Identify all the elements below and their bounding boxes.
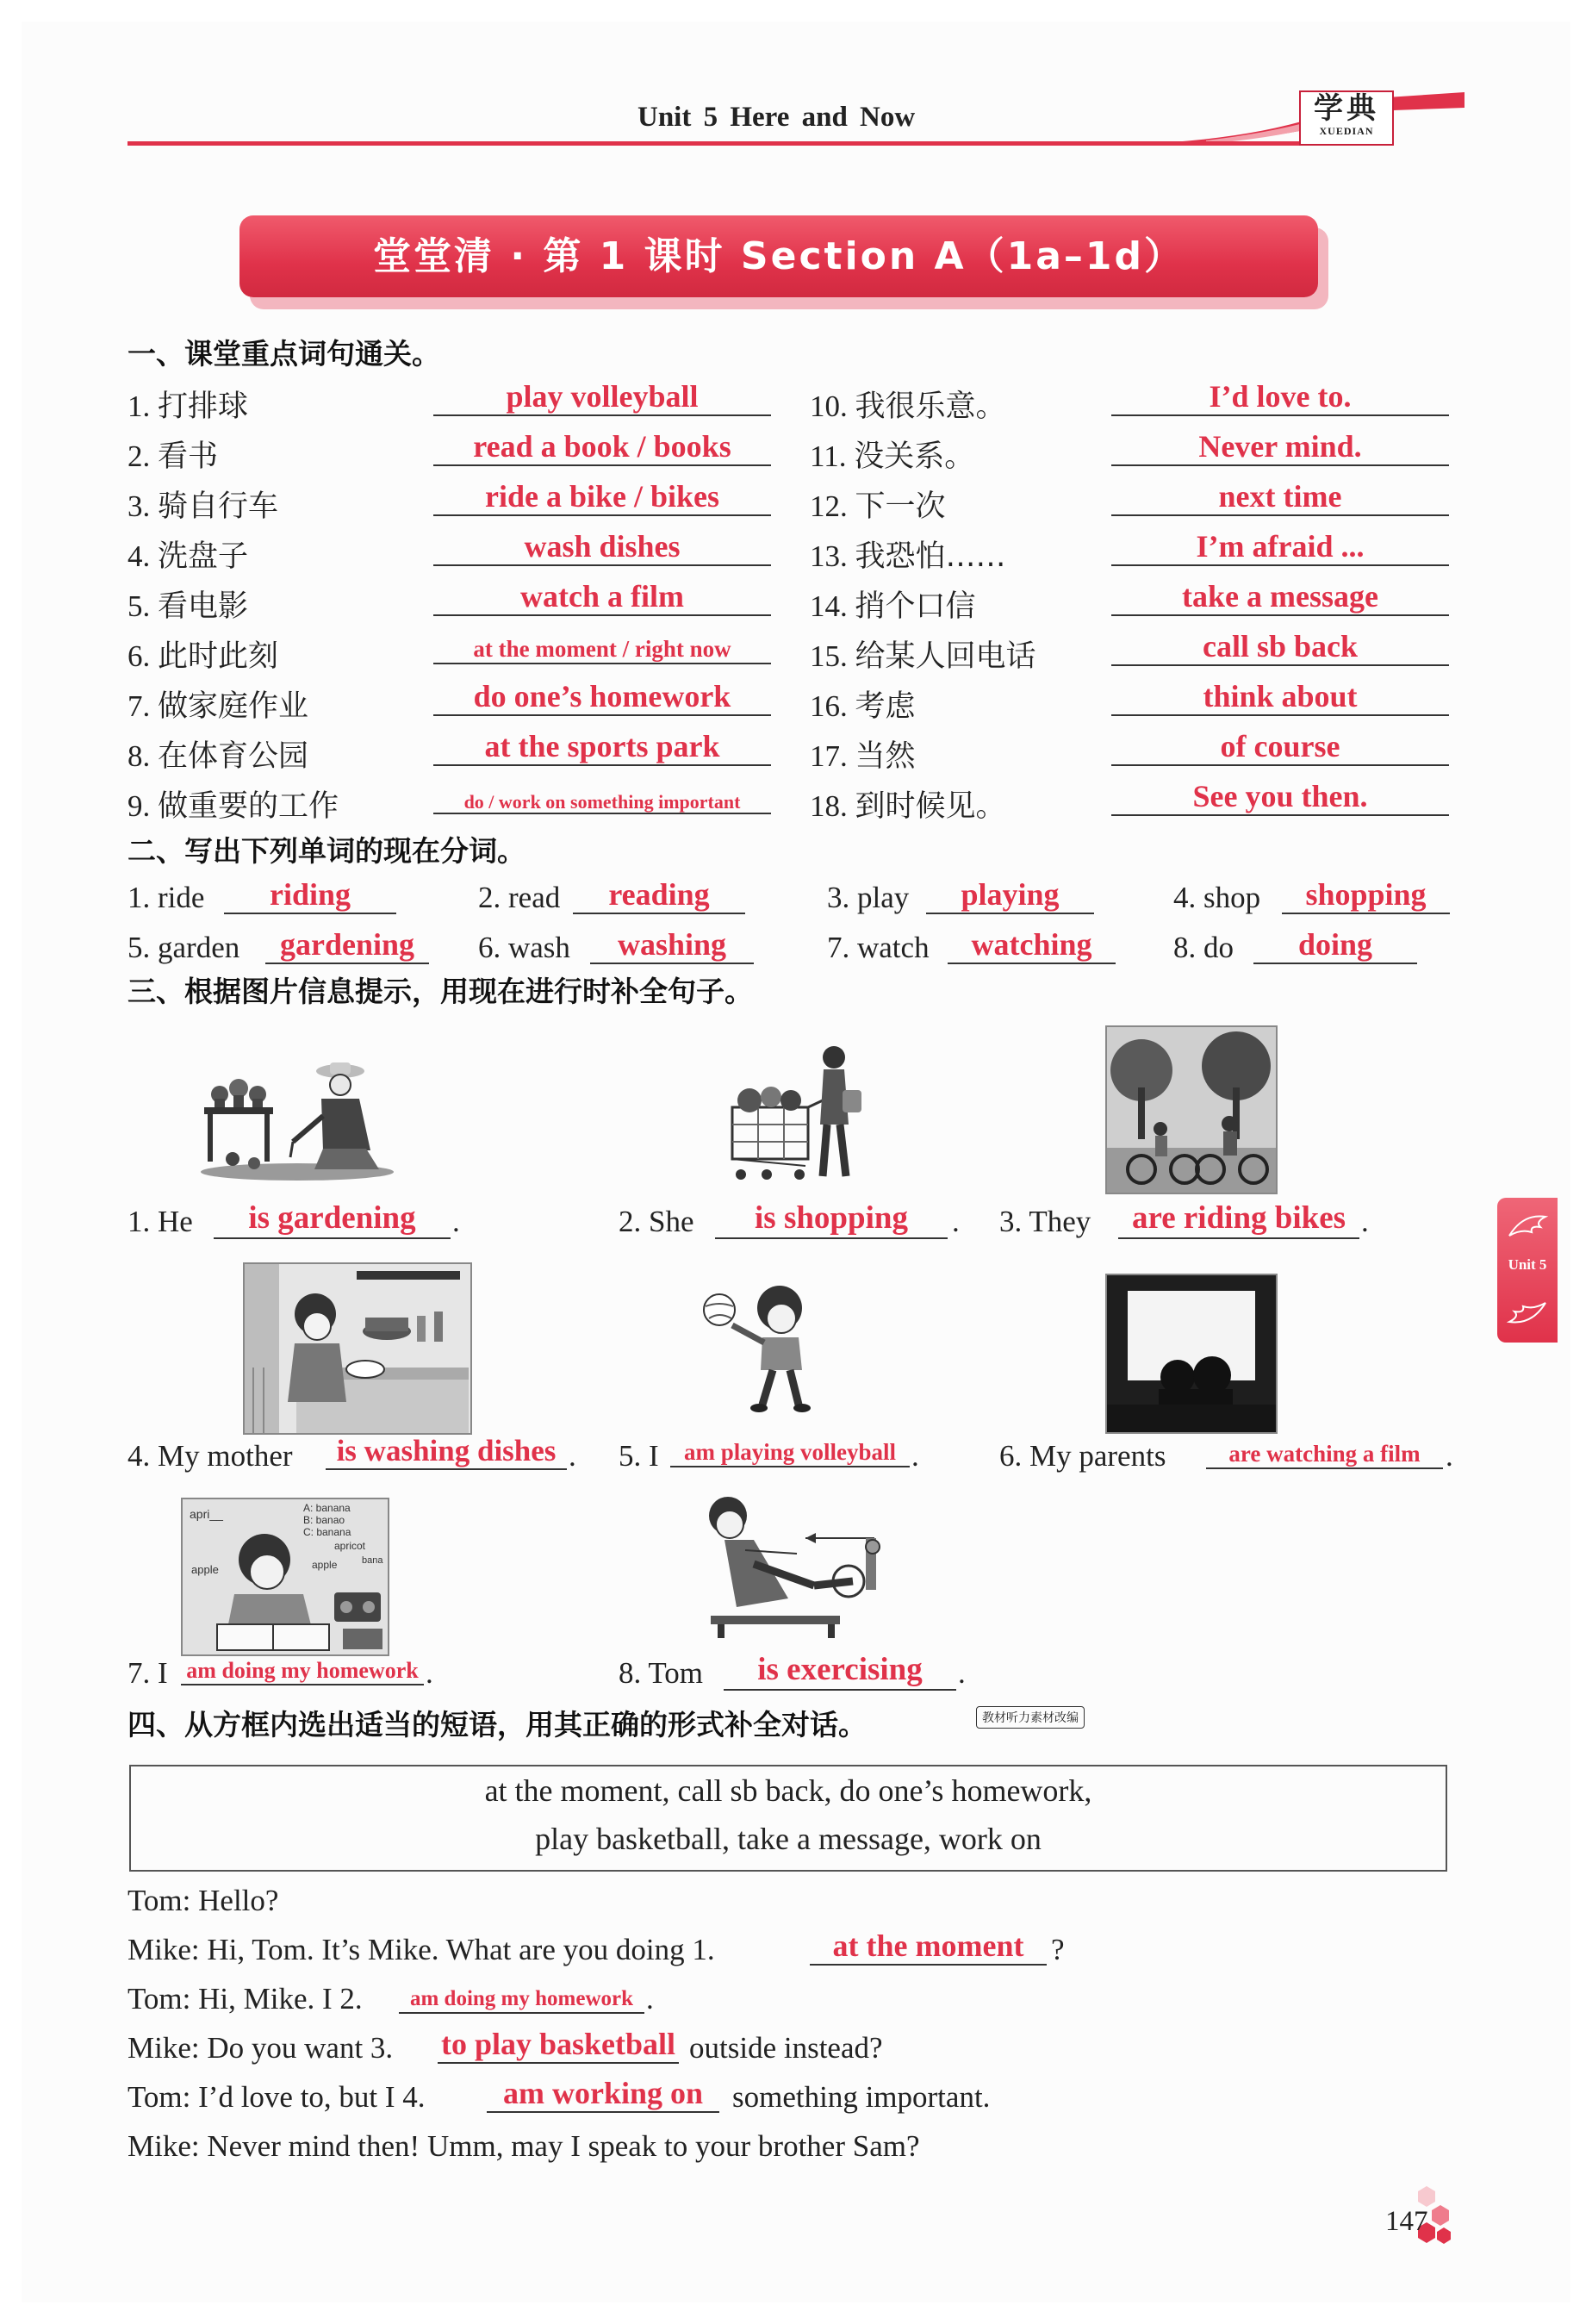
homework-picture	[181, 1498, 389, 1656]
sentence-prefix: 3. They	[999, 1205, 1091, 1238]
sentence-prefix: 7. I	[127, 1656, 168, 1690]
sentence-prefix: 4. My mother	[127, 1439, 293, 1473]
participle-question: 2. read	[478, 881, 561, 914]
participle-question: 8. do	[1173, 931, 1234, 964]
washing-dishes-picture	[243, 1262, 472, 1435]
sentence-answer[interactable]: am doing my homework	[181, 1658, 424, 1685]
sentence-answer[interactable]: am playing volleyball	[670, 1439, 910, 1467]
vocab-answer[interactable]: ride a bike / bikes	[433, 479, 771, 516]
pic7-word: A: banana	[303, 1502, 351, 1514]
sentence-period: .	[452, 1205, 460, 1238]
shopping-picture	[724, 1038, 870, 1189]
dialogue-line: Tom: Hi, Mike. I 2.	[127, 1982, 363, 2016]
vocab-answer[interactable]: I’d love to.	[1111, 379, 1449, 416]
sentence-period: .	[426, 1656, 433, 1690]
sentence-period: .	[958, 1656, 966, 1690]
phrase-box-line: at the moment, call sb back, do one’s homework,	[484, 1773, 1092, 1808]
pic7-word: C: banana	[303, 1526, 351, 1538]
participle-answer[interactable]: watching	[948, 927, 1116, 964]
sentence-prefix: 5. I	[619, 1439, 659, 1473]
sentence-answer[interactable]: are riding bikes	[1118, 1200, 1359, 1239]
header-rule	[127, 141, 1308, 146]
pic7-word: apple	[312, 1559, 338, 1571]
source-tag: 教材听力素材改编	[976, 1706, 1085, 1729]
pic7-word: B: banao	[303, 1514, 345, 1526]
dialogue-answer[interactable]: to play basketball	[438, 2027, 679, 2064]
section3-heading: 三、根据图片信息提示，用现在进行时补全句子。	[127, 975, 753, 1008]
wing-icon	[1506, 1210, 1549, 1244]
vocab-answer[interactable]: read a book / books	[433, 429, 771, 466]
dialogue-answer[interactable]: am doing my homework	[399, 1987, 644, 2014]
dialogue-line: Tom: Hello?	[127, 1884, 279, 1917]
vocab-answer[interactable]: Never mind.	[1111, 429, 1449, 466]
pic7-word: apri__	[190, 1507, 223, 1521]
vocab-answer[interactable]: next time	[1111, 479, 1449, 516]
vocab-answer[interactable]: play volleyball	[433, 379, 771, 416]
sentence-prefix: 6. My parents	[999, 1439, 1166, 1473]
sentence-prefix: 1. He	[127, 1205, 193, 1238]
dialogue-punctuation: .	[646, 1982, 654, 2016]
sentence-period: .	[569, 1439, 576, 1473]
vocab-answer[interactable]: See you then.	[1111, 779, 1449, 816]
vocab-answer[interactable]: call sb back	[1111, 629, 1449, 666]
unit-side-tab[interactable]	[1497, 1198, 1558, 1343]
sentence-period: .	[1361, 1205, 1369, 1238]
brand-en: XUEDIAN	[1319, 125, 1374, 137]
participle-answer[interactable]: playing	[926, 877, 1094, 914]
brand-logo	[1299, 90, 1394, 146]
sentence-answer[interactable]: is exercising	[724, 1652, 956, 1691]
vocab-answer[interactable]: I’m afraid ...	[1111, 529, 1449, 566]
participle-question: 4. shop	[1173, 881, 1261, 914]
dialogue-line: Mike: Do you want 3.	[127, 2031, 394, 2065]
vocab-answer[interactable]: wash dishes	[433, 529, 771, 566]
participle-question: 1. ride	[127, 881, 205, 914]
vocab-answer[interactable]: think about	[1111, 679, 1449, 716]
section-banner: 堂堂清 · 第 1 课时 Section A（1a–1d）	[239, 215, 1318, 297]
pic7-word: apple	[191, 1563, 219, 1576]
sentence-period: .	[952, 1205, 960, 1238]
sentence-answer[interactable]: are watching a film	[1206, 1441, 1443, 1469]
sentence-answer[interactable]: is shopping	[715, 1200, 948, 1239]
phrase-box-line: play basketball, take a message, work on	[535, 1822, 1042, 1856]
dialogue-answer[interactable]: am working on	[487, 2076, 719, 2113]
riding-bikes-picture	[1105, 1025, 1278, 1194]
section2-heading: 二、写出下列单词的现在分词。	[127, 834, 525, 868]
unit-side-tab-label: Unit 5	[1508, 1256, 1547, 1273]
participle-answer[interactable]: washing	[590, 927, 754, 964]
vocab-answer[interactable]: at the sports park	[433, 729, 771, 766]
section1-heading: 一、课堂重点词句通关。	[127, 337, 440, 371]
vocab-answer[interactable]: do / work on something important	[433, 779, 771, 814]
participle-answer[interactable]: gardening	[265, 927, 429, 964]
vocab-answer[interactable]: of course	[1111, 729, 1449, 766]
brand-cn: 学典	[1314, 91, 1379, 126]
gardening-picture	[194, 1047, 401, 1185]
vocab-answer[interactable]: at the moment / right now	[433, 629, 771, 664]
sentence-period: .	[1446, 1439, 1453, 1473]
pic7-word: bana	[362, 1555, 383, 1566]
phrase-box	[129, 1765, 1447, 1872]
participle-answer[interactable]: shopping	[1282, 877, 1450, 914]
sentence-answer[interactable]: is gardening	[214, 1200, 451, 1239]
exercising-picture	[693, 1486, 905, 1642]
dialogue-punctuation: ?	[1051, 1933, 1065, 1966]
vocab-answer[interactable]: do one’s homework	[433, 679, 771, 716]
running-head: Unit 5 Here and Now	[637, 102, 916, 133]
sentence-prefix: 8. Tom	[619, 1656, 704, 1690]
participle-question: 5. garden	[127, 931, 240, 964]
dialogue-continuation: something important.	[732, 2080, 991, 2114]
dialogue-line: Mike: Hi, Tom. It’s Mike. What are you doing 1.	[127, 1933, 715, 1966]
volleyball-picture	[693, 1275, 840, 1422]
dialogue-line: Tom: I’d love to, but I 4.	[127, 2080, 426, 2114]
dialogue-continuation: outside instead?	[689, 2031, 883, 2065]
dialogue-answer[interactable]: at the moment	[810, 1928, 1047, 1966]
vocab-answer[interactable]: watch a film	[433, 579, 771, 616]
sentence-period: .	[911, 1439, 919, 1473]
dialogue-line: Mike: Never mind then! Umm, may I speak to your brother Sam?	[127, 2129, 920, 2163]
pic7-word: apricot	[334, 1540, 366, 1552]
participle-question: 7. watch	[827, 931, 930, 964]
participle-answer[interactable]: riding	[224, 877, 396, 914]
page-number: 147	[1385, 2206, 1428, 2237]
participle-answer[interactable]: reading	[573, 877, 745, 914]
sentence-prefix: 2. She	[619, 1205, 694, 1238]
participle-question: 6. wash	[478, 931, 570, 964]
participle-question: 3. play	[827, 881, 910, 914]
participle-answer[interactable]: doing	[1253, 927, 1417, 964]
wing-icon	[1506, 1294, 1549, 1329]
section4-heading: 四、从方框内选出适当的短语，用其正确的形式补全对话。	[127, 1708, 867, 1741]
vocab-answer[interactable]: take a message	[1111, 579, 1449, 616]
watching-film-picture	[1105, 1274, 1278, 1434]
sentence-answer[interactable]: is washing dishes	[326, 1434, 567, 1470]
